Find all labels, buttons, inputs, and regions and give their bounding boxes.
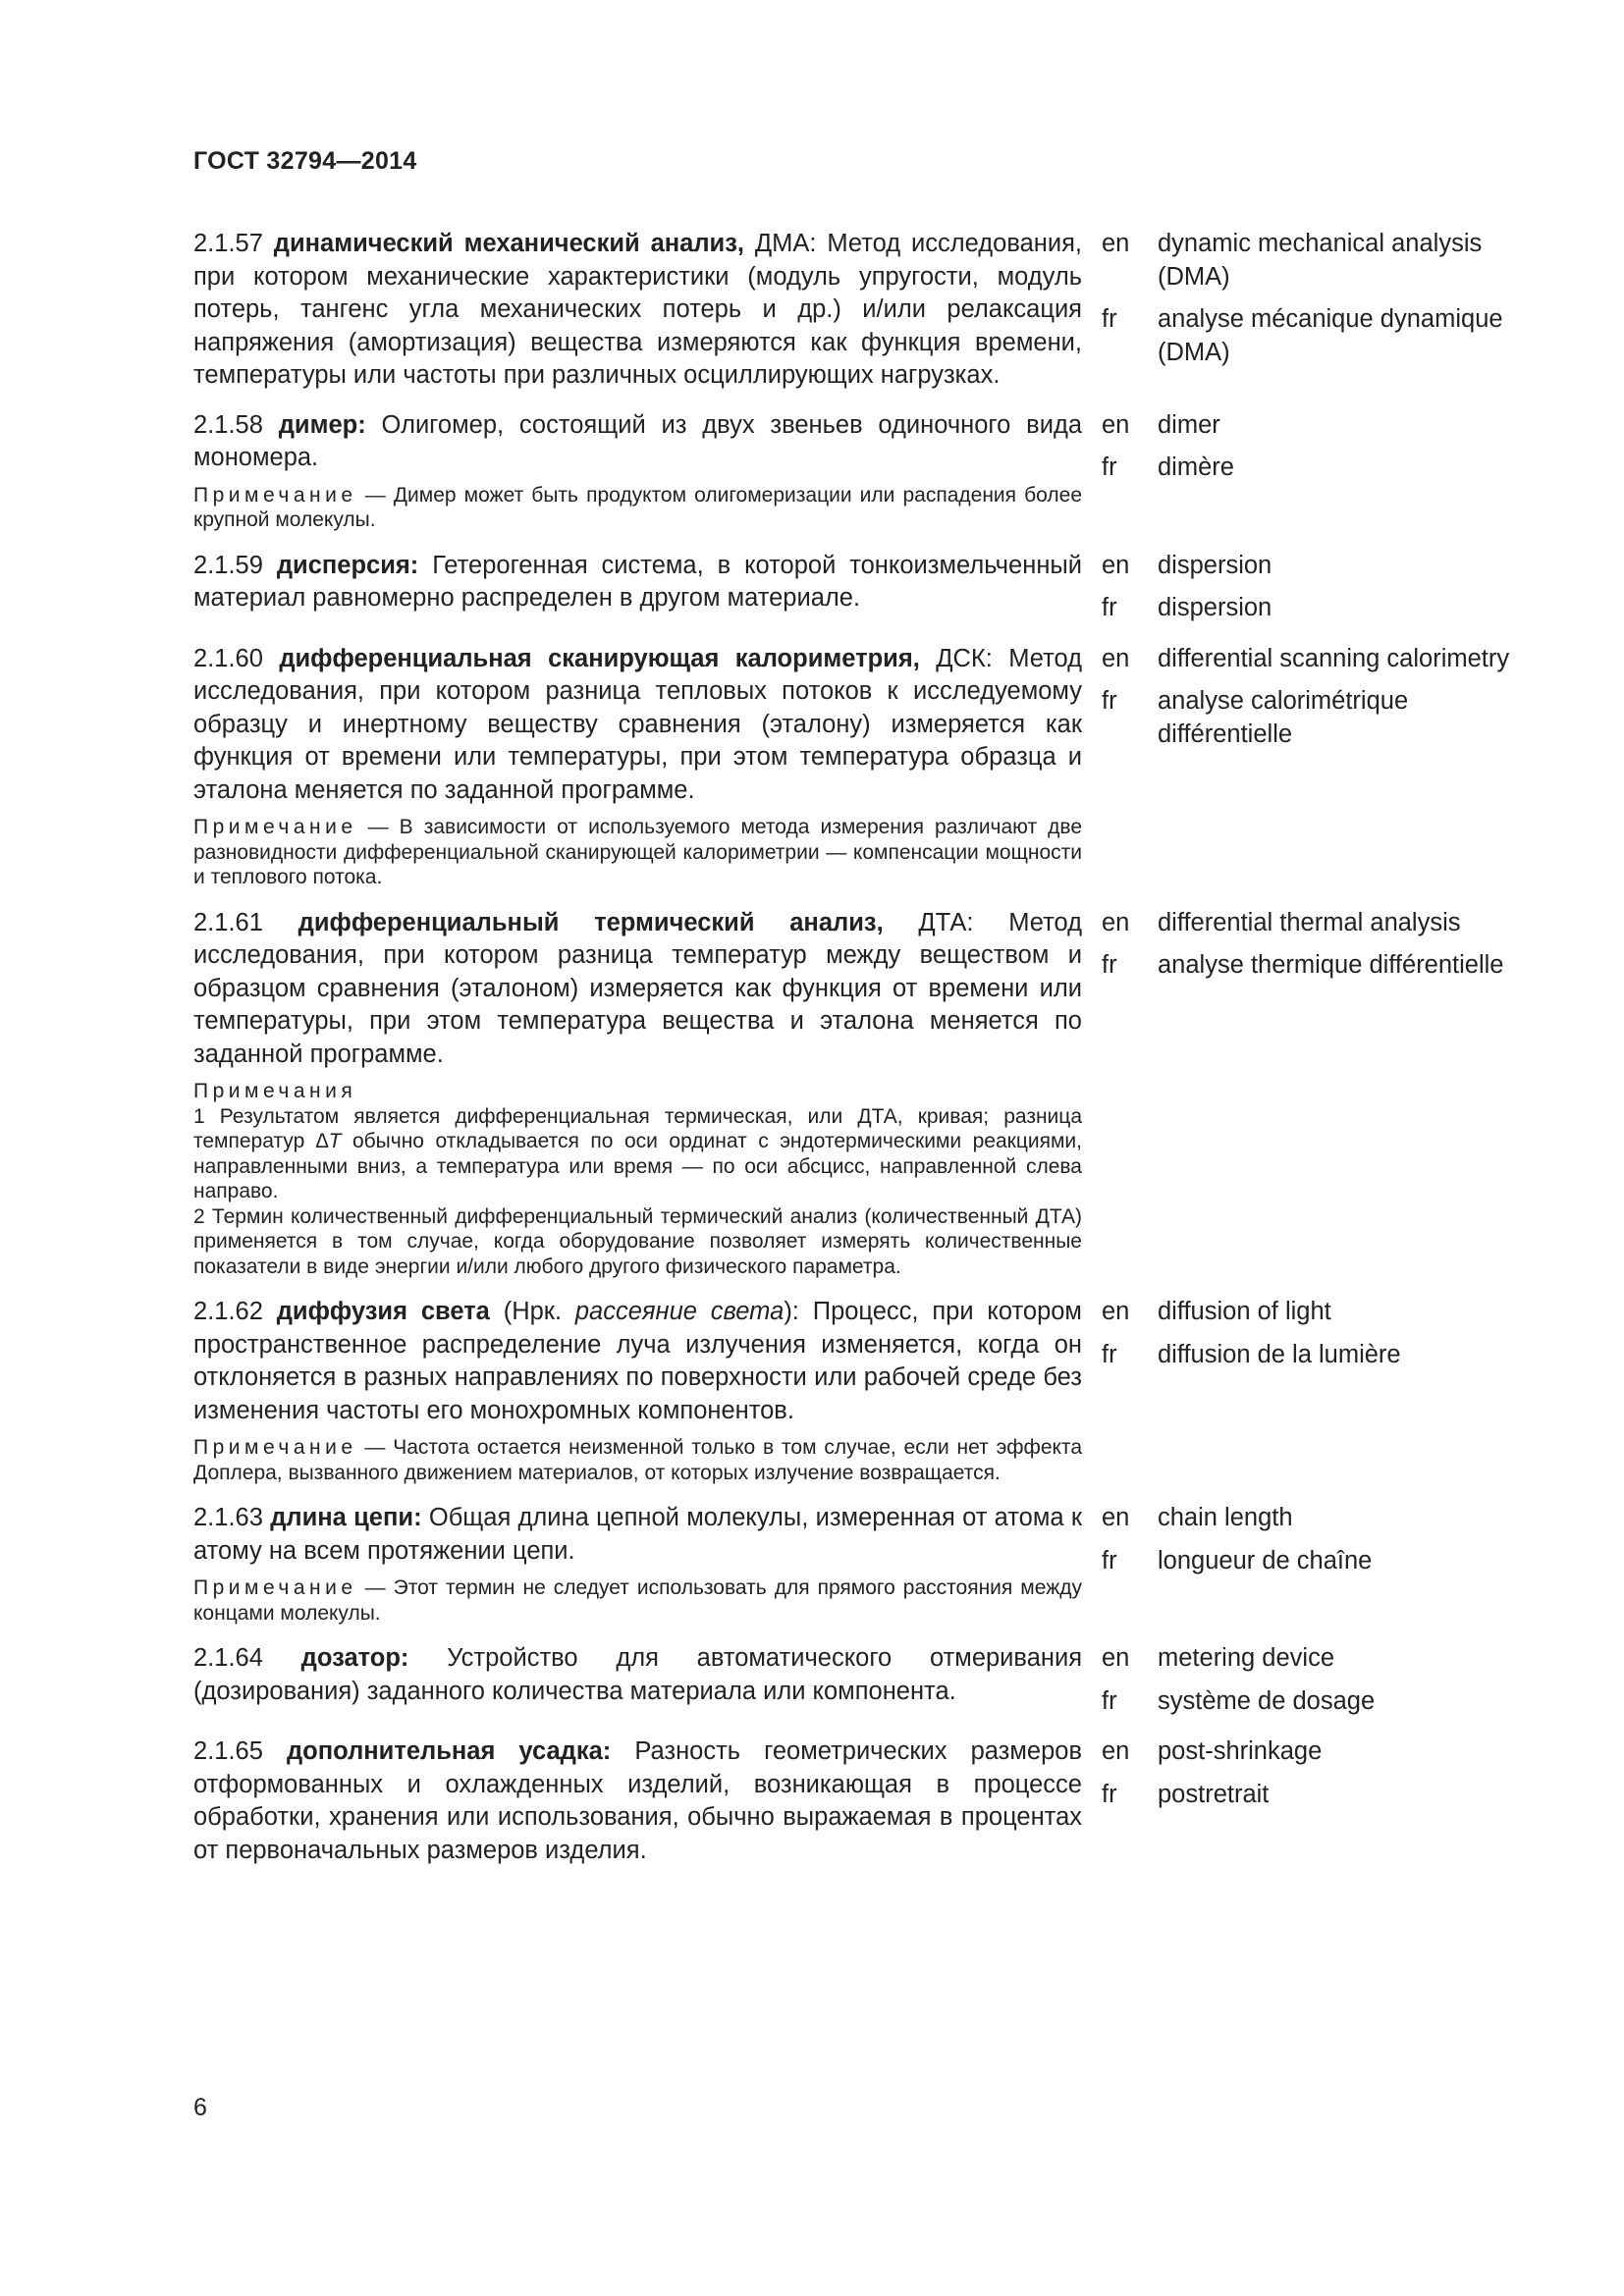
term-definition-block [193, 409, 1082, 533]
term-definition [193, 1296, 1082, 1427]
lang-code-fr: fr [1102, 454, 1117, 481]
translations [1102, 409, 1534, 495]
term-entry-2-1-61 [193, 907, 1534, 1280]
translation-fr [1102, 1545, 1534, 1578]
term-name: димер: [278, 410, 366, 439]
translation-fr [1102, 452, 1534, 485]
term-fr: diffusion de la lumière [1158, 1340, 1401, 1368]
translation-en [1102, 409, 1534, 443]
lang-code-fr: fr [1102, 1340, 1117, 1368]
translations [1102, 1735, 1534, 1821]
term-name: дополнительная усадка: [286, 1737, 612, 1765]
translations [1102, 1296, 1534, 1381]
note-label: Примечание [193, 1436, 357, 1459]
term-definition [193, 907, 1082, 1072]
lang-code-en: en [1102, 410, 1130, 439]
term-definition [193, 1502, 1082, 1568]
term-name: диффузия света [276, 1298, 490, 1325]
note-label: Примечание [193, 816, 357, 838]
term-number: 2.1.61 [193, 908, 263, 936]
terms-list [193, 228, 1534, 1867]
lang-code-fr: fr [1102, 951, 1117, 979]
note-text: — В зависимости от используемого метода измерения различают две разновидности дифференциальной сканирующей калориметрии — компенсации мощности и теплового потока. [193, 816, 1082, 888]
term-name: дисперсия: [276, 551, 419, 579]
term-number: 2.1.57 [193, 230, 263, 257]
definition-text: Устройство для автоматического отмеривания (дозирования) заданного количества материала или компонента. [193, 1644, 1083, 1705]
term-definition [193, 409, 1082, 475]
note-item-1 [193, 1104, 1082, 1204]
term-fr: analyse mécanique dynamique (DMA) [1158, 305, 1503, 366]
term-number: 2.1.60 [193, 644, 263, 672]
translations [1102, 643, 1534, 762]
term-number: 2.1.65 [193, 1737, 263, 1765]
term-en: diffusion of light [1158, 1298, 1331, 1325]
delta-t-symbol: ∆T [315, 1130, 342, 1152]
note-label: Примечание [193, 483, 357, 507]
term-name: дифференциальная сканирующая калориметрия, [279, 644, 920, 672]
note-text: 1 Результатом является дифференциальная термическая, или ДТА, кривая; разница температур [193, 1104, 1082, 1152]
deprecated-term: рассеяние света [574, 1298, 785, 1325]
translation-en [1102, 228, 1534, 294]
translation-fr [1102, 1779, 1534, 1812]
translations [1102, 1642, 1534, 1728]
term-en: differential thermal analysis [1158, 908, 1461, 936]
term-fr: analyse thermique différentielle [1158, 951, 1504, 979]
term-note [193, 1435, 1082, 1485]
term-definition-block [193, 1296, 1082, 1485]
definition-text: Метод исследования, при котором разница температур между веществом и образцом сравнения (эталоном) измеряется как функция от времени или температуры, при этом температура вещества и эталона меняется по заданной программе. [193, 908, 1082, 1068]
term-abbreviation: ДМА: [754, 230, 817, 257]
lang-code-fr: fr [1102, 687, 1117, 715]
note-text: обычно откладывается по оси ординат с эндотермическими реакциями, направленными вниз, а температура или время — по оси абсцисс, направленной слева направо. [193, 1130, 1082, 1202]
term-en: dynamic mechanical analysis (DMA) [1158, 230, 1483, 291]
lang-code-fr: fr [1102, 1780, 1117, 1808]
term-definition [193, 228, 1082, 393]
definition-text: Гетерогенная система, в которой тонкоизмельченный материал равномерно распределен в другом материале. [193, 551, 1082, 612]
term-definition-block [193, 228, 1082, 393]
term-abbreviation: ДТА: [918, 908, 974, 936]
definition-text: Метод исследования, при котором разница тепловых потоков к исследуемому образцу и инертному веществу сравнения (эталону) измеряется как функция от времени или температуры, при этом температура образца и эталона меняется по заданной программе. [193, 644, 1083, 804]
term-definition-block [193, 643, 1082, 890]
lang-code-fr: fr [1102, 305, 1117, 333]
deprecated-term-close: ): [784, 1298, 799, 1325]
translation-fr [1102, 1339, 1534, 1372]
term-number: 2.1.62 [193, 1298, 263, 1325]
note-text: — Частота остается неизменной только в том случае, если нет эффекта Доплера, вызванного движением материалов, от которых излучение возвращается. [193, 1436, 1082, 1484]
term-en: post-shrinkage [1158, 1737, 1323, 1765]
note-label: Примечание [193, 1576, 357, 1599]
deprecated-term-open: (Нрк. [503, 1298, 575, 1325]
translation-en [1102, 550, 1534, 583]
term-entry-2-1-64 [193, 1642, 1534, 1728]
translation-en [1102, 1642, 1534, 1676]
translation-fr [1102, 592, 1534, 625]
term-definition [193, 1642, 1082, 1708]
term-definition-block [193, 1735, 1082, 1867]
note-text: — Этот термин не следует использовать для прямого расстояния между концами молекулы. [193, 1576, 1082, 1625]
term-number: 2.1.64 [193, 1644, 263, 1672]
term-entry-2-1-59 [193, 550, 1534, 635]
translation-en [1102, 907, 1534, 940]
term-fr: dimère [1158, 454, 1234, 481]
term-entry-2-1-57 [193, 228, 1534, 393]
note-text: — Димер может быть продуктом олигомеризации или распадения более крупной молекулы. [193, 483, 1083, 531]
translations [1102, 907, 1534, 992]
definition-text: Олигомер, состоящий из двух звеньев одиночного вида мономера. [193, 410, 1082, 471]
lang-code-fr: fr [1102, 1546, 1117, 1575]
lang-code-en: en [1102, 1298, 1130, 1325]
term-fr: longueur de chaîne [1158, 1546, 1373, 1575]
term-note [193, 483, 1082, 533]
translations [1102, 550, 1534, 635]
translation-fr [1102, 303, 1534, 369]
term-entry-2-1-60 [193, 643, 1534, 890]
term-abbreviation: ДСК: [936, 644, 993, 672]
term-fr: postretrait [1158, 1780, 1270, 1808]
lang-code-en: en [1102, 551, 1130, 579]
term-entry-2-1-65 [193, 1735, 1534, 1867]
translation-fr [1102, 685, 1534, 751]
term-notes [193, 1079, 1082, 1279]
lang-code-en: en [1102, 230, 1130, 257]
term-en: differential scanning calorimetry [1158, 644, 1510, 672]
term-number: 2.1.59 [193, 551, 263, 579]
notes-label: Примечания [193, 1080, 357, 1102]
translation-en [1102, 1502, 1534, 1535]
lang-code-en: en [1102, 1737, 1130, 1765]
term-definition-block [193, 907, 1082, 1280]
lang-code-en: en [1102, 908, 1130, 936]
translation-en [1102, 643, 1534, 676]
term-entry-2-1-58 [193, 409, 1534, 533]
definition-text: Разность геометрических размеров отформованных и охлажденных изделий, возникающая в процессе обработки, хранения или использования, обычно выражаемая в процентах от первоначальных размеров изделия. [193, 1737, 1082, 1864]
lang-code-fr: fr [1102, 1686, 1117, 1715]
lang-code-en: en [1102, 644, 1130, 672]
document-header: ГОСТ 32794—2014 [193, 147, 417, 175]
term-definition-block [193, 1502, 1082, 1626]
translation-en [1102, 1735, 1534, 1769]
term-definition [193, 643, 1082, 808]
term-number: 2.1.58 [193, 410, 263, 439]
translations [1102, 1502, 1534, 1587]
lang-code-en: en [1102, 1644, 1130, 1672]
definition-text: Процесс, при котором пространственное распределение луча излучения изменяется, когда он отклоняется в разных направлениях по поверхности или рабочей среде без изменения частоты его монохромных компонентов. [193, 1298, 1082, 1424]
term-number: 2.1.63 [193, 1504, 263, 1531]
term-en: dimer [1158, 410, 1220, 439]
term-note [193, 815, 1082, 890]
term-note [193, 1575, 1082, 1626]
term-definition [193, 550, 1082, 615]
term-name: динамический механический анализ, [273, 230, 744, 257]
term-entry-2-1-63 [193, 1502, 1534, 1626]
term-definition-block [193, 550, 1082, 615]
note-item-2: 2 Термин количественный дифференциальный термический анализ (количественный ДТА) применяется в том случае, когда оборудование позволяет измерять количественные показатели в виде энергии и/или любого другого физического параметра. [193, 1204, 1082, 1278]
term-name: дозатор: [300, 1644, 409, 1672]
term-name: дифференциальный термический анализ, [298, 908, 884, 936]
term-en: dispersion [1158, 551, 1272, 579]
term-fr: dispersion [1158, 594, 1272, 621]
term-name: длина цепи: [270, 1504, 422, 1531]
lang-code-fr: fr [1102, 594, 1117, 621]
definition-text: Общая длина цепной молекулы, измеренная от атома к атому на всем протяжении цепи. [193, 1504, 1082, 1565]
term-definition [193, 1735, 1082, 1867]
translation-en [1102, 1296, 1534, 1329]
lang-code-en: en [1102, 1504, 1130, 1531]
term-entry-2-1-62 [193, 1296, 1534, 1485]
translation-fr [1102, 1685, 1534, 1719]
term-definition-block [193, 1642, 1082, 1708]
translation-fr [1102, 949, 1534, 983]
definition-text: Метод исследования, при котором механические характеристики (модуль упругости, модуль потерь, тангенс угла механических потерь и др.) и/или релаксация напряжения (амортизация) вещества измеряются как функция времени, температуры или частоты при различных осциллирующих нагрузках. [193, 230, 1082, 389]
page-number: 6 [193, 2094, 207, 2121]
term-fr: système de dosage [1158, 1686, 1376, 1715]
term-fr: analyse calorimétrique différentielle [1158, 687, 1409, 748]
term-en: chain length [1158, 1504, 1293, 1531]
term-en: metering device [1158, 1644, 1335, 1672]
translations [1102, 228, 1534, 379]
